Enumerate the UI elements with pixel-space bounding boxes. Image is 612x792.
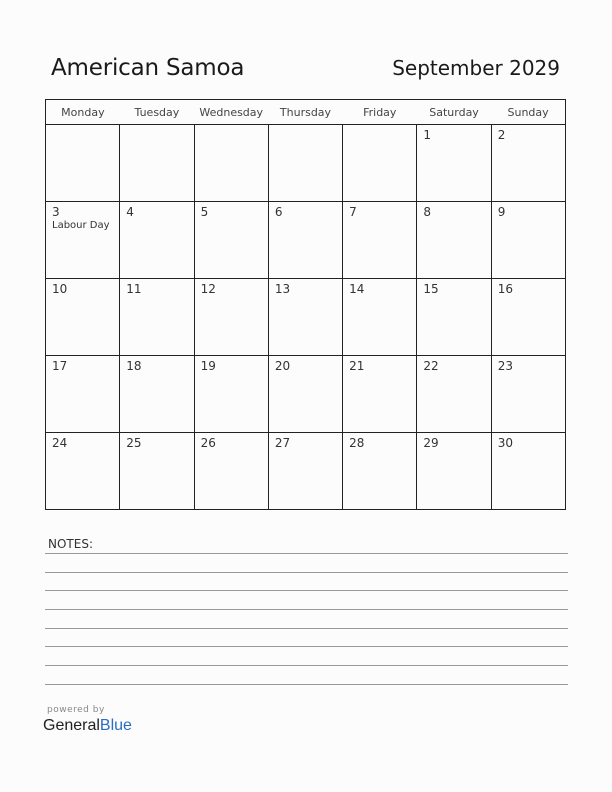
day-number: 29 [423, 436, 439, 450]
note-line[interactable] [45, 553, 568, 554]
generalblue-logo[interactable] [43, 717, 132, 735]
day-cell[interactable] [268, 279, 342, 356]
day-number: 6 [274, 205, 283, 219]
day-number: 19 [200, 359, 216, 373]
week-row [46, 433, 566, 510]
day-number: 5 [200, 205, 209, 219]
day-cell[interactable] [343, 279, 417, 356]
day-cell[interactable] [491, 279, 565, 356]
day-cell[interactable] [46, 125, 120, 202]
day-cell[interactable] [120, 356, 194, 433]
weekday-header-row [46, 100, 566, 125]
powered-by-text: powered by [47, 705, 105, 715]
day-cell[interactable] [46, 356, 120, 433]
day-number: 7 [349, 205, 357, 219]
day-cell[interactable] [194, 279, 268, 356]
day-number: 3 [52, 205, 60, 219]
weekday-header: Monday [46, 100, 120, 125]
day-number: 18 [126, 359, 142, 373]
day-cell[interactable] [46, 202, 120, 279]
day-cell[interactable] [268, 202, 342, 279]
day-number: 26 [200, 436, 216, 450]
brand-general-text: General [43, 717, 100, 734]
day-cell[interactable] [343, 356, 417, 433]
note-line[interactable] [45, 628, 568, 629]
day-number: 16 [497, 282, 513, 296]
day-cell[interactable] [46, 433, 120, 510]
day-cell[interactable] [120, 433, 194, 510]
day-number: 28 [349, 436, 365, 450]
note-line[interactable] [45, 646, 568, 647]
day-cell[interactable] [417, 279, 491, 356]
weekday-header: Thursday [268, 100, 342, 125]
day-cell[interactable] [343, 202, 417, 279]
brand-blue-text: Blue [99, 717, 132, 734]
day-number: 23 [497, 359, 513, 373]
day-cell[interactable] [194, 356, 268, 433]
week-row [46, 202, 566, 279]
day-number: 22 [423, 359, 439, 373]
day-cell[interactable] [343, 433, 417, 510]
weekday-header: Friday [343, 100, 417, 125]
day-number: 17 [52, 359, 68, 373]
day-number: 30 [497, 436, 513, 450]
day-cell[interactable] [120, 202, 194, 279]
weekday-header: Wednesday [194, 100, 268, 125]
day-number: 4 [126, 205, 134, 219]
day-cell[interactable] [120, 125, 194, 202]
day-number: 9 [497, 205, 506, 219]
day-cell[interactable] [194, 433, 268, 510]
weekday-header: Tuesday [120, 100, 194, 125]
day-cell[interactable] [417, 202, 491, 279]
week-row [46, 356, 566, 433]
holiday-label: Labour Day [52, 220, 110, 231]
day-cell[interactable] [417, 433, 491, 510]
day-cell[interactable] [417, 356, 491, 433]
day-cell[interactable] [194, 125, 268, 202]
day-number: 12 [200, 282, 216, 296]
day-cell[interactable] [343, 125, 417, 202]
day-number: 8 [423, 205, 432, 219]
day-number: 15 [423, 282, 439, 296]
day-number: 24 [52, 436, 68, 450]
day-number: 2 [497, 128, 506, 142]
note-line[interactable] [45, 665, 568, 666]
weekday-header: Saturday [417, 100, 491, 125]
day-number: 1 [423, 128, 432, 142]
country-title: American Samoa [51, 55, 245, 81]
week-row [46, 279, 566, 356]
day-cell[interactable] [194, 202, 268, 279]
day-number: 25 [126, 436, 142, 450]
day-cell[interactable] [491, 356, 565, 433]
calendar-grid [45, 99, 566, 510]
day-cell[interactable] [120, 279, 194, 356]
day-number: 21 [349, 359, 365, 373]
day-cell[interactable] [46, 279, 120, 356]
week-row [46, 125, 566, 202]
day-cell[interactable] [491, 125, 565, 202]
note-line[interactable] [45, 572, 568, 573]
day-cell[interactable] [491, 202, 565, 279]
day-cell[interactable] [268, 356, 342, 433]
day-number: 11 [126, 282, 142, 296]
notes-label: NOTES: [48, 537, 93, 551]
note-line[interactable] [45, 609, 568, 610]
day-cell[interactable] [417, 125, 491, 202]
month-year-title: September 2029 [392, 56, 560, 80]
day-number: 14 [349, 282, 365, 296]
note-line[interactable] [45, 590, 568, 591]
weekday-header: Sunday [491, 100, 565, 125]
day-cell[interactable] [491, 433, 565, 510]
note-line[interactable] [45, 684, 568, 685]
day-number: 20 [274, 359, 291, 373]
day-cell[interactable] [268, 433, 342, 510]
day-number: 10 [52, 282, 68, 296]
day-cell[interactable] [268, 125, 342, 202]
day-number: 27 [274, 436, 291, 450]
day-number: 13 [274, 282, 291, 296]
